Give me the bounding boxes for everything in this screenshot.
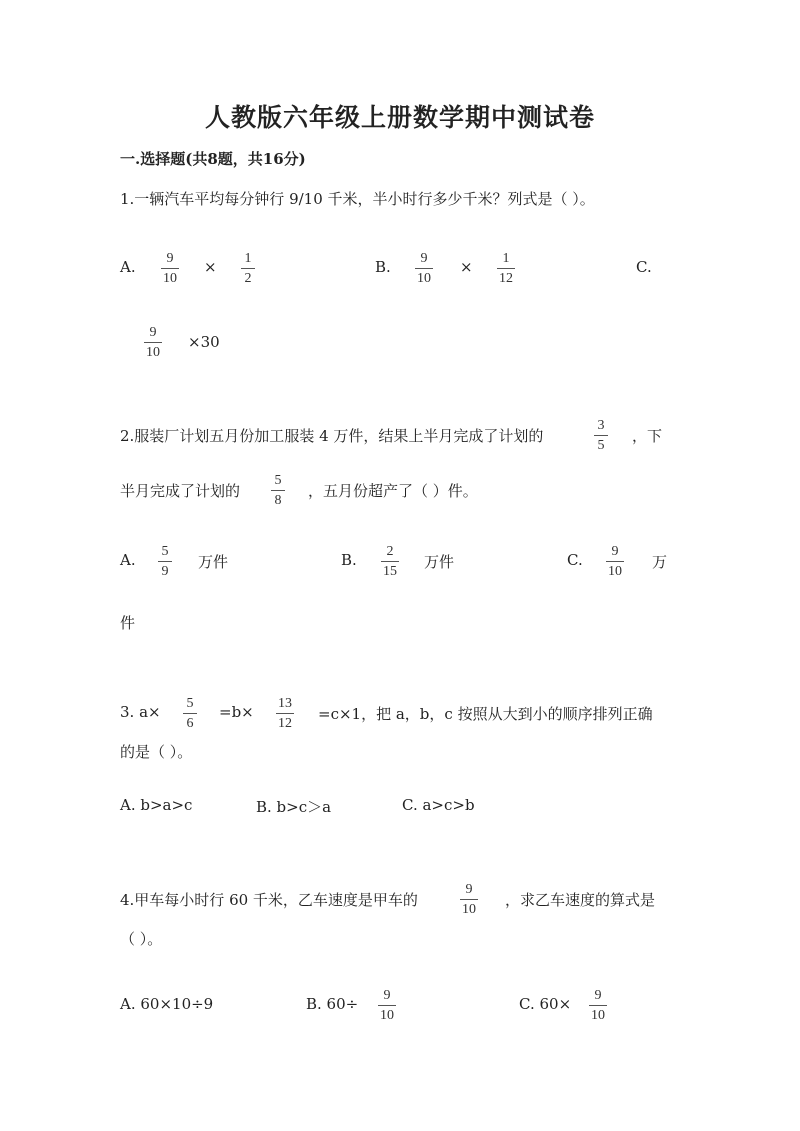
times-sign: × (204, 258, 217, 276)
denominator: 8 (274, 493, 282, 508)
section-heading: 一.选择题(共8题，共16分) (120, 150, 306, 168)
q4-option-a: A. 60×10÷9 (120, 995, 214, 1013)
q4-option-c-fraction (589, 989, 607, 1023)
question-4-stem-part-1: 4.甲车每小时行 60 千米，乙车速度是甲车的 (120, 891, 418, 909)
numerator: 9 (420, 251, 428, 266)
denominator: 12 (499, 271, 513, 286)
q2-stem-fraction-1 (594, 419, 608, 453)
numerator: 5 (161, 544, 169, 559)
q1-option-c-label: C. (636, 258, 652, 276)
denominator: 12 (278, 716, 292, 731)
denominator: 15 (383, 564, 397, 579)
q3-option-b: B. b>c＞a (256, 798, 332, 816)
q4-option-c: C. 60× (519, 995, 572, 1013)
denominator: 6 (186, 716, 194, 731)
denominator: 10 (417, 271, 431, 286)
q2-option-a-fraction (158, 545, 172, 579)
denominator: 2 (244, 271, 252, 286)
numerator: 5 (274, 473, 282, 488)
numerator: 9 (611, 544, 619, 559)
q1-option-b-fraction-2 (497, 252, 515, 286)
q2-option-b-unit: 万件 (424, 553, 455, 571)
question-4-stem-part-2: ，求乙车速度的算式是 (505, 891, 656, 909)
numerator: 9 (166, 251, 174, 266)
q4-option-b-fraction (378, 989, 396, 1023)
q2-option-c-label: C. (567, 551, 583, 569)
question-3-stem-part-2: =b× (219, 703, 254, 721)
numerator: 9 (383, 988, 391, 1003)
question-2-stem-part-1: 2.服装厂计划五月份加工服装 4 万件，结果上半月完成了计划的 (120, 427, 544, 445)
q3-option-a: A. b>a>c (120, 796, 193, 814)
q3-stem-fraction-1 (183, 697, 197, 731)
question-3-stem-line-2: 的是（ ）。 (120, 743, 193, 761)
q1-option-c-times-30: ×30 (188, 333, 220, 351)
numerator: 3 (597, 418, 605, 433)
q2-option-a-unit: 万件 (198, 553, 229, 571)
q1-option-c-fraction (144, 326, 162, 360)
q4-stem-fraction (460, 883, 478, 917)
q2-stem-fraction-2 (271, 474, 285, 508)
question-4-stem-line-2: （ ）。 (120, 930, 163, 948)
q1-option-a-fraction-1 (161, 252, 179, 286)
q2-option-c-unit-first: 万 (652, 553, 668, 571)
denominator: 9 (161, 564, 169, 579)
denominator: 10 (163, 271, 177, 286)
denominator: 10 (462, 902, 476, 917)
page-title: 人教版六年级上册数学期中测试卷 (204, 103, 595, 132)
q2-option-c-unit-second: 件 (120, 614, 136, 632)
denominator: 5 (597, 438, 605, 453)
numerator: 5 (186, 696, 194, 711)
q2-option-b-label: B. (341, 551, 357, 569)
question-2-stem-part-2: ，下 (632, 427, 663, 445)
numerator: 9 (594, 988, 602, 1003)
numerator: 9 (149, 325, 157, 340)
numerator: 1 (244, 251, 252, 266)
denominator: 10 (608, 564, 622, 579)
question-2-stem-part-4: ，五月份超产了（ ）件。 (308, 482, 478, 500)
times-sign: × (460, 258, 473, 276)
numerator: 9 (465, 882, 473, 897)
q3-option-c: C. a>c>b (402, 796, 475, 814)
q1-option-b-label: B. (375, 258, 391, 276)
q2-option-b-fraction (381, 545, 399, 579)
question-3-stem-part-1: 3. a× (120, 703, 161, 721)
q2-option-c-fraction (606, 545, 624, 579)
denominator: 10 (380, 1008, 394, 1023)
numerator: 1 (502, 251, 510, 266)
numerator: 13 (278, 696, 292, 711)
q1-option-b-fraction-1 (415, 252, 433, 286)
q4-option-b: B. 60÷ (306, 995, 359, 1013)
q1-option-a-label: A. (120, 258, 136, 276)
question-3-stem-part-3: =c×1，把 a，b，c 按照从大到小的顺序排列正确 (318, 705, 653, 723)
q2-option-a-label: A. (120, 551, 136, 569)
numerator: 2 (386, 544, 394, 559)
denominator: 10 (146, 345, 160, 360)
denominator: 10 (591, 1008, 605, 1023)
question-1-stem: 1.一辆汽车平均每分钟行 9/10 千米，半小时行多少千米？列式是（ ）。 (120, 190, 595, 208)
q3-stem-fraction-2 (276, 697, 294, 731)
question-2-stem-part-3: 半月完成了计划的 (120, 482, 241, 500)
q1-option-a-fraction-2 (241, 252, 255, 286)
